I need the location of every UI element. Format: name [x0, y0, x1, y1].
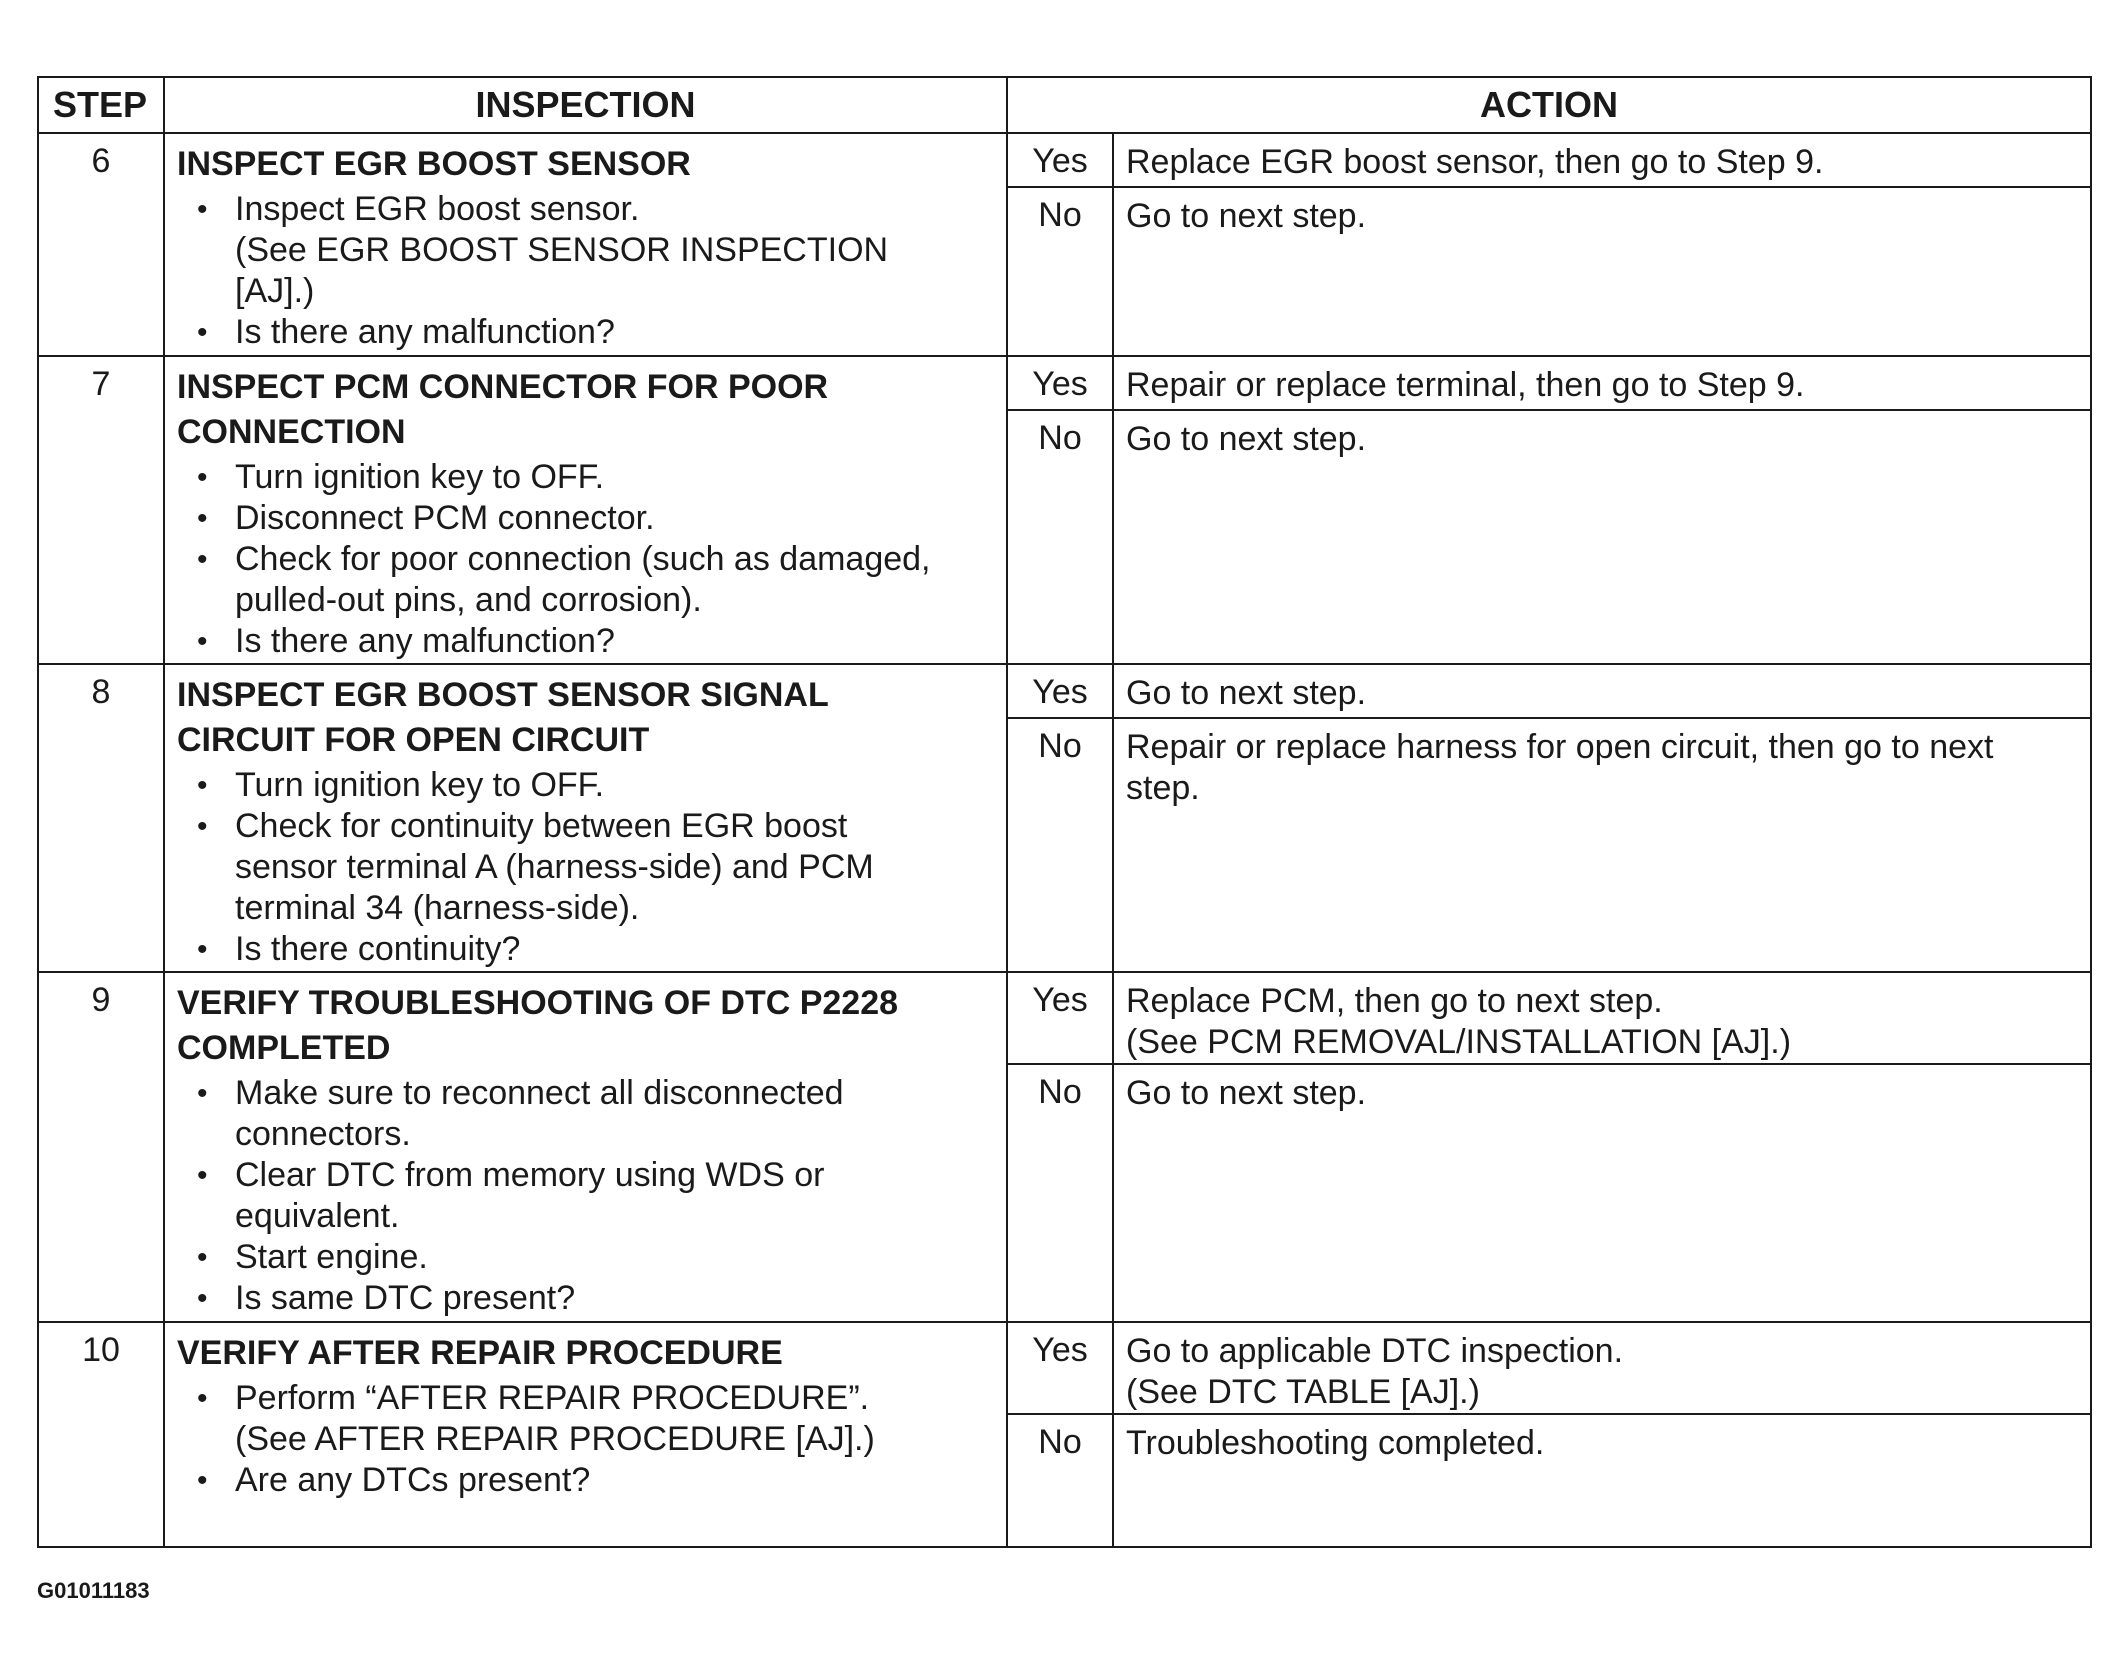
- step-column-header: STEP: [38, 77, 164, 133]
- action-text: Go to next step.: [1126, 420, 1367, 458]
- yes-action: [1113, 972, 2091, 1064]
- table-header-row: [38, 77, 2091, 133]
- inspection-cell: [164, 1322, 1007, 1547]
- table-row: [38, 664, 2091, 718]
- step-number: 9: [38, 972, 164, 1322]
- action-text: Go to next step.: [1126, 197, 1367, 235]
- table-row: [38, 133, 2091, 187]
- bullet-text: • Clear DTC from memory using WDS or: [235, 1156, 825, 1194]
- inspection-title-line: CONNECTION: [177, 413, 406, 451]
- bullet-text: • Is there continuity?: [235, 930, 521, 968]
- step-number: 7: [38, 356, 164, 664]
- inspection-bullet: [177, 1278, 992, 1319]
- diagnostic-table: [37, 76, 2092, 1548]
- yes-action: [1113, 133, 2091, 187]
- inspection-title: [177, 673, 992, 763]
- action-text: Go to applicable DTC inspection.: [1126, 1332, 1624, 1370]
- no-label: No: [1007, 187, 1113, 356]
- inspection-cell: [164, 356, 1007, 664]
- table-body: [38, 133, 2091, 1547]
- bullet-text: • Check for continuity between EGR boost: [235, 807, 848, 845]
- bullet-text: (See EGR BOOST SENSOR INSPECTION: [235, 231, 889, 269]
- inspection-title-line: INSPECT PCM CONNECTOR FOR POOR: [177, 368, 829, 406]
- inspection-bullet: [177, 1155, 992, 1237]
- action-text: Go to next step.: [1126, 1074, 1367, 1112]
- inspection-title-line: VERIFY TROUBLESHOOTING OF DTC P2228: [177, 984, 899, 1022]
- bullet-text: equivalent.: [235, 1197, 400, 1235]
- inspection-bullet: [177, 1073, 992, 1155]
- no-action: [1113, 1064, 2091, 1322]
- inspection-title: [177, 142, 992, 187]
- step-number: 8: [38, 664, 164, 972]
- inspection-bullet: [177, 539, 992, 621]
- inspection-bullets: [177, 189, 992, 353]
- bullet-text: • Are any DTCs present?: [235, 1461, 591, 1499]
- inspection-bullet: [177, 189, 992, 312]
- no-label: No: [1007, 410, 1113, 664]
- table-row: [38, 1322, 2091, 1414]
- inspection-bullet: [177, 1378, 992, 1460]
- bullet-text: • Make sure to reconnect all disconnected: [235, 1074, 844, 1112]
- action-text: step.: [1126, 769, 1200, 807]
- inspection-title: [177, 1331, 992, 1376]
- bullet-text: • Is there any malfunction?: [235, 313, 615, 351]
- action-text: Replace EGR boost sensor, then go to Step 9.: [1126, 143, 1824, 181]
- action-column-header: ACTION: [1007, 77, 2091, 133]
- no-action: [1113, 187, 2091, 356]
- inspection-bullets: [177, 765, 992, 970]
- bullet-text: connectors.: [235, 1115, 411, 1153]
- bullet-text: • Turn ignition key to OFF.: [235, 766, 605, 804]
- step-number: 6: [38, 133, 164, 356]
- yes-label: Yes: [1007, 356, 1113, 410]
- action-text: Repair or replace harness for open circuit, then go to next: [1126, 728, 1994, 766]
- inspection-cell: [164, 972, 1007, 1322]
- inspection-bullet: [177, 765, 992, 806]
- action-text: Repair or replace terminal, then go to Step 9.: [1126, 366, 1805, 404]
- bullet-text: [AJ].): [235, 272, 315, 310]
- yes-label: Yes: [1007, 1322, 1113, 1414]
- bullet-text: • Inspect EGR boost sensor.: [235, 190, 640, 228]
- inspection-bullet: [177, 621, 992, 662]
- inspection-column-header: INSPECTION: [164, 77, 1007, 133]
- bullet-text: • Check for poor connection (such as damaged,: [235, 540, 931, 578]
- inspection-bullet: [177, 498, 992, 539]
- inspection-cell: [164, 664, 1007, 972]
- inspection-bullets: [177, 457, 992, 662]
- bullet-text: • Turn ignition key to OFF.: [235, 458, 605, 496]
- yes-label: Yes: [1007, 133, 1113, 187]
- inspection-bullet: [177, 1460, 992, 1501]
- table-row: [38, 356, 2091, 410]
- figure-code: G01011183: [37, 1578, 150, 1603]
- bullet-text: • Perform “AFTER REPAIR PROCEDURE”.: [235, 1379, 870, 1417]
- bullet-text: • Start engine.: [235, 1238, 428, 1276]
- inspection-bullet: [177, 929, 992, 970]
- inspection-title-line: INSPECT EGR BOOST SENSOR SIGNAL: [177, 676, 829, 714]
- action-text: Go to next step.: [1126, 674, 1367, 712]
- action-text: (See PCM REMOVAL/INSTALLATION [AJ].): [1126, 1023, 1792, 1061]
- no-action: [1113, 718, 2091, 972]
- bullet-text: sensor terminal A (harness-side) and PCM: [235, 848, 874, 886]
- bullet-text: pulled-out pins, and corrosion).: [235, 581, 702, 619]
- no-action: [1113, 410, 2091, 664]
- no-label: No: [1007, 1064, 1113, 1322]
- inspection-cell: [164, 133, 1007, 356]
- inspection-title-line: CIRCUIT FOR OPEN CIRCUIT: [177, 721, 650, 759]
- action-text: Troubleshooting completed.: [1126, 1424, 1545, 1462]
- action-text: (See DTC TABLE [AJ].): [1126, 1373, 1480, 1411]
- yes-action: [1113, 664, 2091, 718]
- bullet-text: (See AFTER REPAIR PROCEDURE [AJ].): [235, 1420, 875, 1458]
- yes-label: Yes: [1007, 972, 1113, 1064]
- inspection-title: [177, 981, 992, 1071]
- inspection-title-line: VERIFY AFTER REPAIR PROCEDURE: [177, 1334, 783, 1372]
- inspection-bullet: [177, 457, 992, 498]
- yes-action: [1113, 1322, 2091, 1414]
- inspection-bullets: [177, 1378, 992, 1501]
- inspection-bullet: [177, 806, 992, 929]
- bullet-text: • Is there any malfunction?: [235, 622, 615, 660]
- yes-action: [1113, 356, 2091, 410]
- no-action: [1113, 1414, 2091, 1547]
- no-label: No: [1007, 718, 1113, 972]
- no-label: No: [1007, 1414, 1113, 1547]
- inspection-bullets: [177, 1073, 992, 1319]
- action-text: Replace PCM, then go to next step.: [1126, 982, 1663, 1020]
- bullet-text: • Disconnect PCM connector.: [235, 499, 655, 537]
- bullet-text: • Is same DTC present?: [235, 1279, 576, 1317]
- inspection-title: [177, 365, 992, 455]
- inspection-title-line: COMPLETED: [177, 1029, 391, 1067]
- table-row: [38, 972, 2091, 1064]
- yes-label: Yes: [1007, 664, 1113, 718]
- step-number: 10: [38, 1322, 164, 1547]
- inspection-bullet: [177, 312, 992, 353]
- bullet-text: terminal 34 (harness-side).: [235, 889, 640, 927]
- inspection-bullet: [177, 1237, 992, 1278]
- inspection-title-line: INSPECT EGR BOOST SENSOR: [177, 145, 691, 183]
